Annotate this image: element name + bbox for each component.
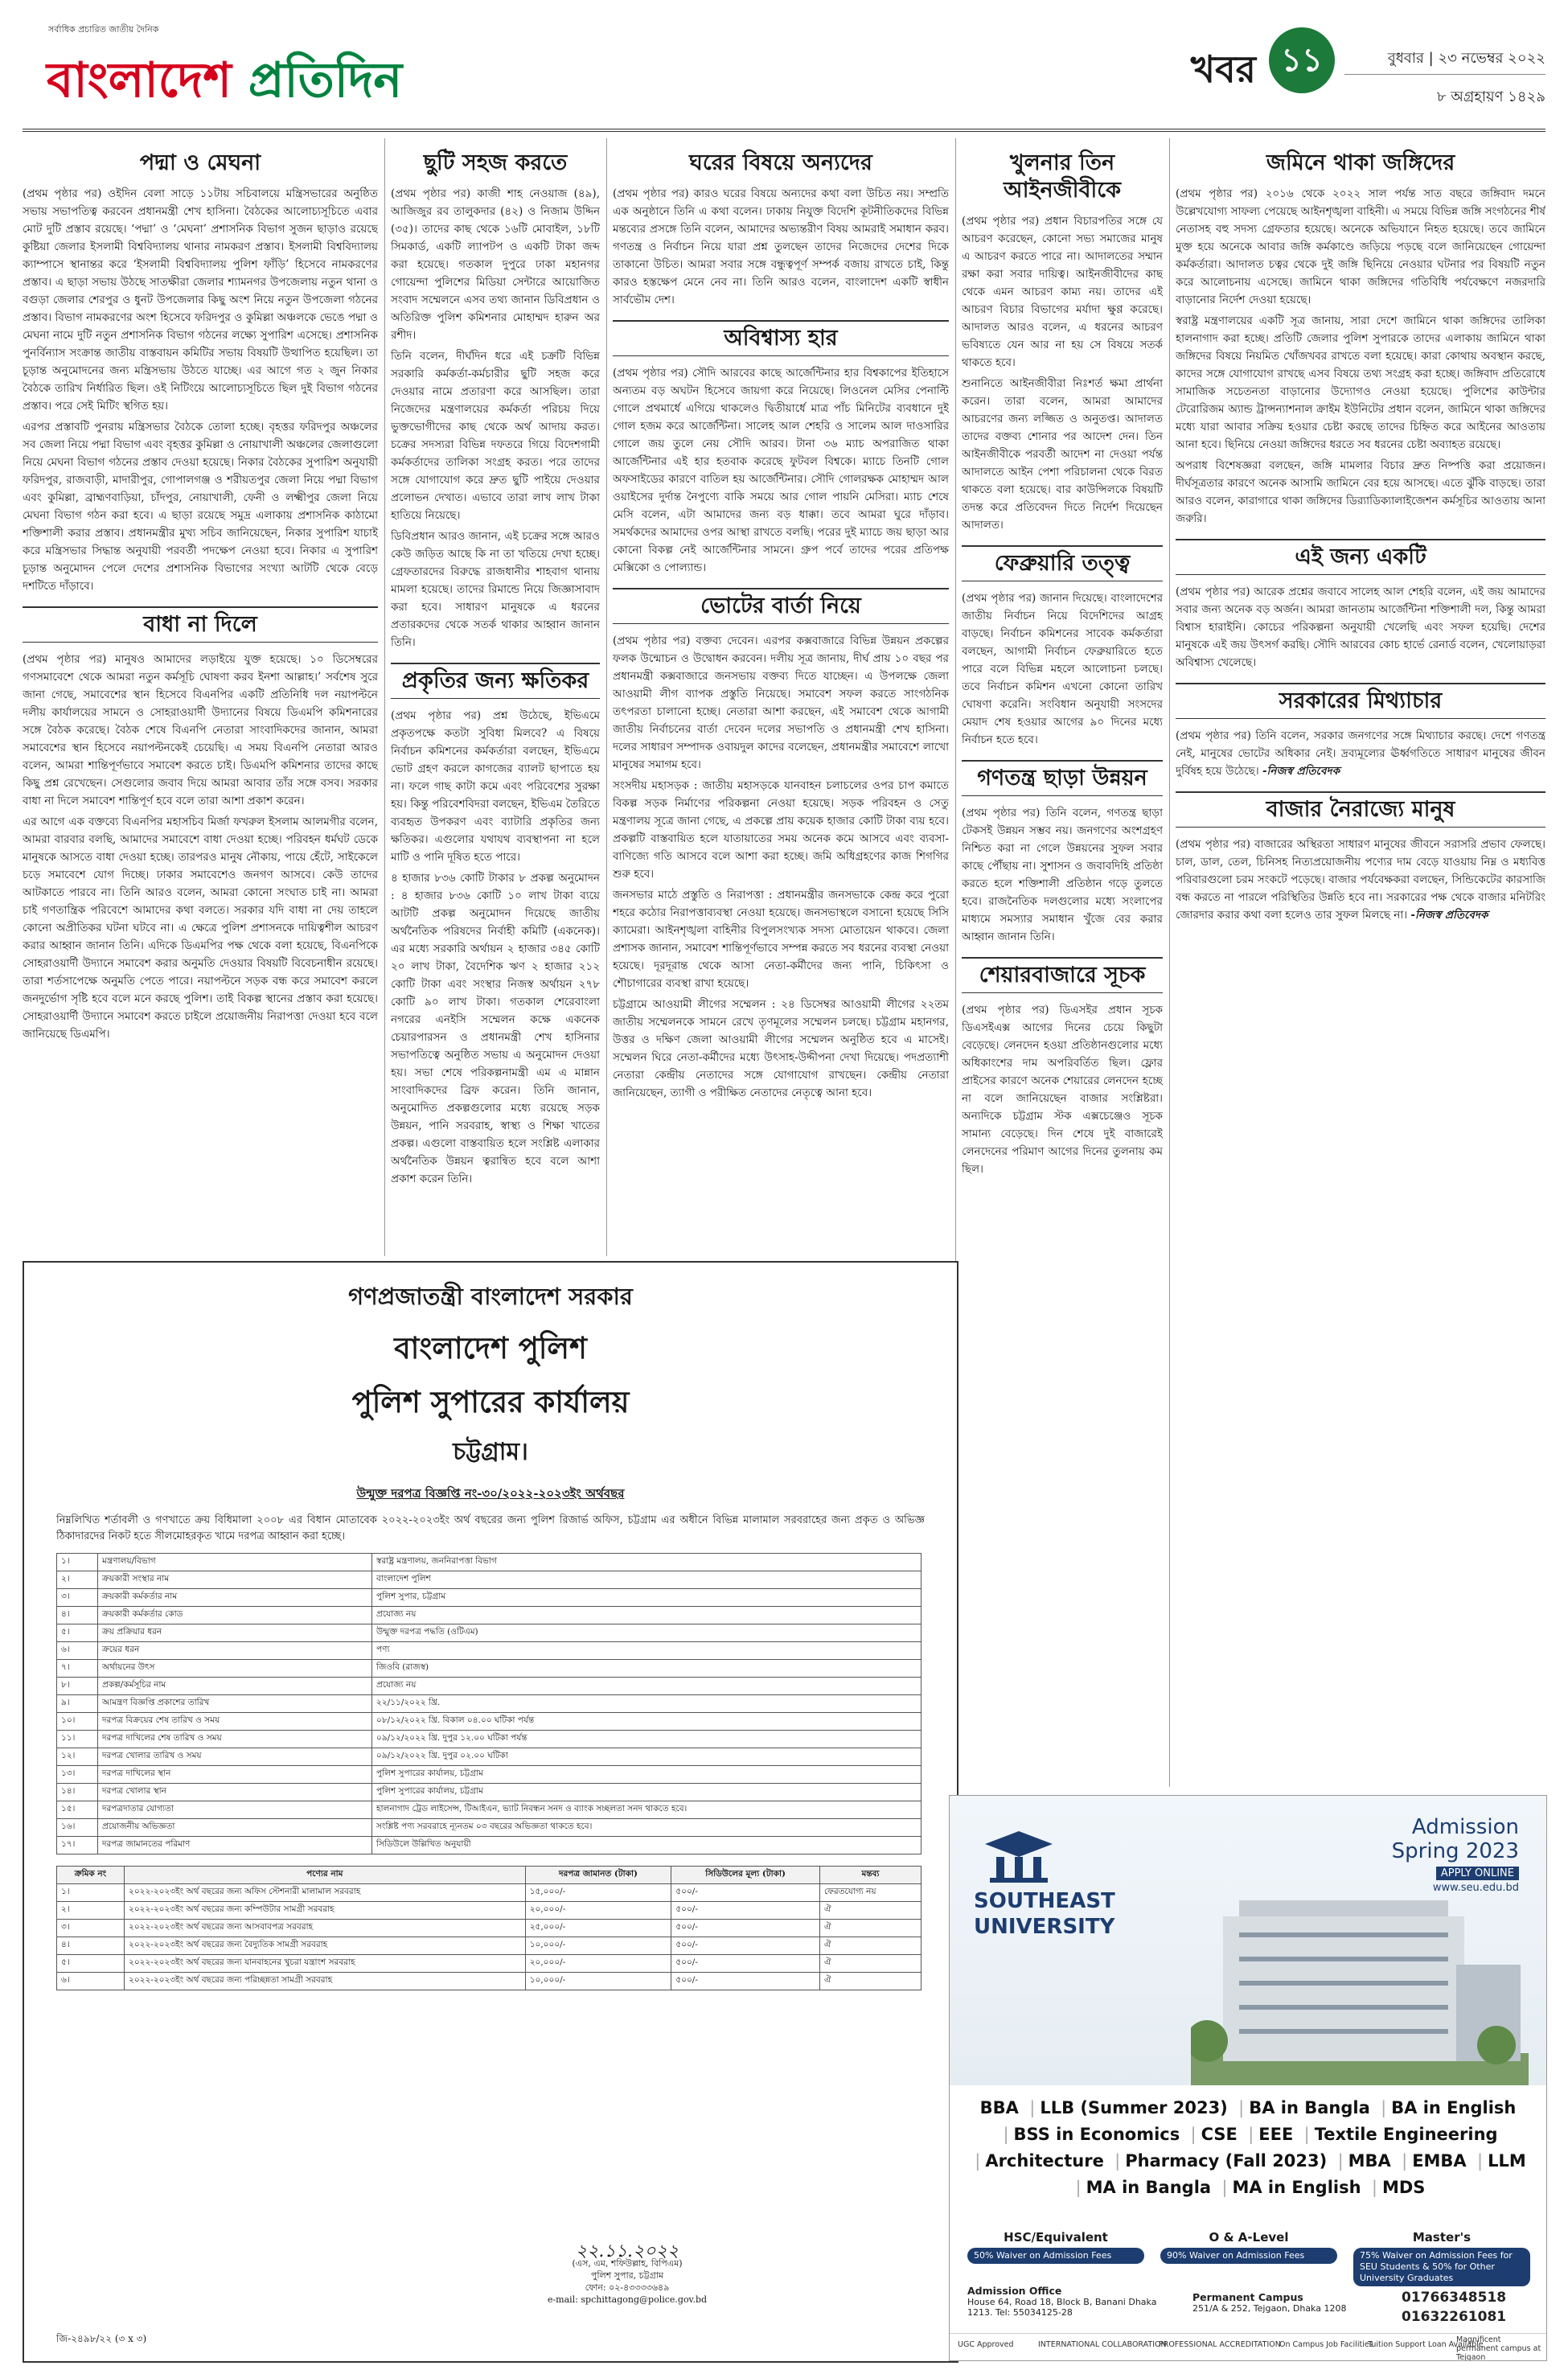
headline-jamine-thaka[interactable]: জমিনে থাকা জঙ্গিদের xyxy=(1266,150,1455,175)
article-paragraph: শুনানিতে আইনজীবীরা নিঃশর্ত ক্ষমা প্রার্থনা করেন। তারা বলেন, আমরা আমাদের আচরণের জন্য লজ্জিত ও অনুতপ্ত। আদালত তাদের বক্তব্য শোনার পর আদেশ দেন। তিন আইনজীবীকে পরবর্তী আদেশ না দেওয়া পর্যন্ত আদালতে আইন পেশা পরিচালনা থেকে বিরত থাকতে বলা হয়েছে। বার কাউন্সিলকে বিষয়টি তদন্ত করে প্রতিবেদন দিতে নির্দেশ দিয়েছেন আদালত। xyxy=(962,377,1163,532)
program-separator: | xyxy=(1003,2125,1009,2144)
tender-info-table xyxy=(56,1553,922,1854)
feature-label: Tuition Support Loan Available xyxy=(1368,2340,1484,2349)
column-divider xyxy=(1169,138,1170,1787)
table-cell: ১৭। xyxy=(57,1837,98,1854)
tender-info-row xyxy=(57,1784,922,1801)
feature-label: Magnificent permanent campus at Tejgaon xyxy=(1456,2335,1541,2361)
tender-info-row xyxy=(57,1660,922,1678)
table-cell: ৫০০/- xyxy=(671,1920,820,1937)
table-cell: ৩। xyxy=(57,1920,125,1937)
table-header: ক্রমিক নং xyxy=(57,1867,125,1884)
byline: -নিজস্ব প্রতিবেদক xyxy=(1410,909,1488,922)
table-cell: ০৯/১২/২০২২ খ্রি. দুপুর ০২.০০ ঘটিকা xyxy=(372,1748,922,1766)
campus-title: Permanent Campus xyxy=(1192,2291,1303,2303)
table-cell: স্বরাষ্ট্র মন্ত্রণালয়, জননিরাপত্তা বিভাগ xyxy=(372,1554,922,1571)
table-cell: ০৮/১২/২০২২ খ্রি. বিকাল ০৪.০০ ঘটিকা পর্যন্ত xyxy=(372,1713,922,1731)
table-cell: ২০,০০০/- xyxy=(525,1955,671,1973)
headline-obishwasso-har[interactable]: অবিশ্বাস্য হার xyxy=(613,320,949,356)
waiver-text: 75% Waiver on Admission Fees for SEU Students & 50% for Other University Graduates xyxy=(1353,2248,1530,2286)
table-cell: ক্রয়ের ধরন xyxy=(98,1642,372,1660)
article-paragraph: সংসদীয় মহাসড়ক : জাতীয় মহাসড়কে যানবাহন চলাচলের ওপর চাপ কমাতে বিকল্প সড়ক নির্মাণের পরিকল্পনা নেওয়া হয়েছে। সড়ক পরিবহন ও সেতু মন্ত্রণালয় সূত্রে জানা গেছে, এ প্রকল্পে প্রায় কয়েক হাজার কোটি টাকা ব্যয় হবে। প্রকল্পটি বাস্তবায়িত হলে যাতায়াতের সময় অনেক কমে আসবে এবং ব্যবসা-বাণিজ্যে গতি আসবে বলে আশা করা হচ্ছে। জমি অধিগ্রহণের কাজ শিগগির শুরু হবে। xyxy=(613,779,949,881)
tender-items-table xyxy=(56,1866,922,1990)
signer-line: পুলিশ সুপার, চট্টগ্রাম xyxy=(590,2270,664,2281)
program-item[interactable]: EEE xyxy=(1258,2125,1294,2144)
table-header: সিডিউলের মূল্য (টাকা) xyxy=(671,1867,820,1884)
column-divider xyxy=(384,138,385,1256)
ad-police-title: বাংলাদেশ পুলিশ xyxy=(394,1331,587,1366)
ad-office-title: পুলিশ সুপারের কার্যালয় xyxy=(351,1385,630,1419)
table-cell: ৯। xyxy=(57,1695,98,1713)
signature: ২২.১১.২০২২ xyxy=(575,2241,679,2261)
program-item[interactable]: MA in English xyxy=(1232,2178,1361,2197)
headline-badha-na-dile[interactable]: বাধা না দিলে xyxy=(23,606,378,643)
table-cell: বাংলাদেশ পুলিশ xyxy=(372,1571,922,1589)
waiver-hsc xyxy=(967,2230,1144,2264)
program-separator: | xyxy=(1221,2178,1228,2197)
tender-info-row xyxy=(57,1713,922,1731)
ad-code: জি-২৪৯৮/২২ (৩ x ৩) xyxy=(56,2333,147,2344)
table-cell: ক্রয়কারী সংস্থার নাম xyxy=(98,1571,372,1589)
page-info xyxy=(1168,8,1545,121)
program-item[interactable]: LLM xyxy=(1488,2151,1526,2171)
apply-online-label: APPLY ONLINE xyxy=(1436,1867,1519,1880)
headline-padma-meghna[interactable]: পদ্মা ও মেঘনা xyxy=(139,150,261,175)
phone-number[interactable]: 01766348518 xyxy=(1402,2290,1507,2306)
table-cell: ঐ xyxy=(819,1973,921,1990)
table-cell: ২০২২-২০২৩ইং অর্থ বছরের জন্য পরিচ্ছন্নতা সামগ্রী সরবরাহ xyxy=(125,1973,526,1990)
program-separator: | xyxy=(1238,2098,1245,2117)
headline-ei-jonno-ekti[interactable]: এই জন্য একটি xyxy=(1176,539,1545,575)
article-paragraph: (প্রথম পৃষ্ঠার পর) প্রশ্ন উঠেছে, ইভিএমে প্রকৃতপক্ষে কতটা সুবিধা মিলবে? এ বিষয়ে নির্বাচন কমিশনের কর্মকর্তারা বলছেন, ইভিএমে ভোট গ্রহণ করলে কাগজের ব্যালট ছাপাতে হয় না। ফলে গাছ কাটা কমে এবং পরিবেশের সুরক্ষা হয়। কিন্তু পরিবেশবিদরা বলছেন, ইভিএম তৈরিতে ব্যবহৃত উপকরণ এবং ব্যাটারি প্রকৃতির জন্য ক্ষতিকর। এগুলোর যথাযথ ব্যবস্থাপনা না হলে মাটি ও পানি দূষিত হতে পারে। xyxy=(391,709,600,864)
table-cell: ১৫,০০০/- xyxy=(525,1884,671,1902)
table-cell: ৬। xyxy=(57,1973,125,1990)
table-cell: ঐ xyxy=(819,1955,921,1973)
police-tender-advertisement xyxy=(23,1261,958,2363)
table-cell: ২। xyxy=(57,1571,98,1589)
signer-line: (এস, এম, শফিউল্লাহ, বিপিএম) xyxy=(572,2258,683,2269)
table-cell: প্রযোজ্য নয় xyxy=(372,1678,922,1695)
tender-info-row xyxy=(57,1554,922,1571)
article-text: (প্রথম পৃষ্ঠার পর) বাজারের অস্থিরতা সাধারণ মানুষের জীবনে সরাসরি প্রভাব ফেলছে। চাল, ডাল, তেল, চিনিসহ নিত্যপ্রয়োজনীয় পণ্যের দাম বেড়ে যাওয়ায় নিম্ন ও মধ্যবিত্ত পরিবারগুলো চরম সংকটে পড়েছে। বাজার পর্যবেক্ষকরা বলছেন, সিন্ডিকেটের কারসাজি বন্ধ করতে না পারলে পরিস্থিতির উন্নতি হবে না। সরকারের পক্ষ থেকে বাজার মনিটরিং জোরদার করার কথা বলা হলেও তার সুফল মিলছে না। xyxy=(1176,838,1545,922)
seu-phones xyxy=(1402,2288,1506,2327)
table-cell: জিওবি (রাজস্ব) xyxy=(372,1660,922,1678)
table-cell: ঐ xyxy=(819,1920,921,1937)
program-separator: | xyxy=(1248,2125,1254,2144)
section-name: খবর xyxy=(1190,47,1256,91)
ad-location: চট্টগ্রাম। xyxy=(453,1438,528,1466)
article-paragraph: অপরাধ বিশেষজ্ঞরা বলছেন, জঙ্গি মামলার বিচার দ্রুত নিষ্পত্তি করা প্রয়োজন। দীর্ঘসূত্রতার কারণে অনেক আসামি জামিনে বের হয়ে আসছে। এতে ঝুঁকি বাড়ছে। তারা আরও বলেন, কারাগারে থাকা জঙ্গিদের ডির‌্যাডিক্যালাইজেশন কর্মসূচির আওতায় আনা জরুরি। xyxy=(1176,459,1545,525)
seu-website[interactable]: www.seu.edu.bd xyxy=(1432,1882,1519,1894)
southeast-university-advertisement[interactable] xyxy=(949,1795,1547,2361)
table-cell: ক্রয়কারী কর্মকর্তার কোড xyxy=(98,1607,372,1624)
tender-info-row xyxy=(57,1624,922,1642)
table-cell: ০৯/১২/২০২২ খ্রি. দুপুর ১২.০০ ঘটিকা পর্যন্ত xyxy=(372,1731,922,1748)
signer-line: e-mail: spchittagong@police.gov.bd xyxy=(547,2294,708,2305)
article-paragraph: (প্রথম পৃষ্ঠার পর) ২০১৬ থেকে ২০২২ সাল পর্যন্ত সাত বছরে জঙ্গিবাদ দমনে উল্লেখযোগ্য সাফল্য পেয়েছে আইনশৃঙ্খলা বাহিনী। এ সময়ে বিভিন্ন জঙ্গি সংগঠনের শীর্ষ নেতাসহ বহু সদস্য গ্রেফতার হয়েছে। অনেকে অভিযানে নিহত হয়েছে। তবে জামিনে মুক্ত হয়ে অনেকে আবার জঙ্গি কর্মকাণ্ডে জড়িয়ে পড়ছে বলে জানিয়েছেন গোয়েন্দা কর্মকর্তারা। আদালত চত্বর থেকে দুই জঙ্গি ছিনিয়ে নেওয়ার ঘটনার পর বিষয়টি নতুন করে আলোচনায় এসেছে। জামিনে থাকা জঙ্গিদের গতিবিধি পর্যবেক্ষণে নজরদারি বাড়ানোর নির্দেশ দেওয়া হয়েছে। xyxy=(1176,187,1545,306)
program-item[interactable]: Pharmacy (Fall 2023) xyxy=(1125,2151,1328,2171)
signer-line: ফোন: ০২-৪৩৩৩৩৬৪৯ xyxy=(585,2282,670,2293)
feature-label: On Campus Job Facilities xyxy=(1279,2340,1373,2349)
masthead-rule xyxy=(23,129,1545,132)
table-cell: ২। xyxy=(57,1902,125,1920)
column-5 xyxy=(1176,138,1545,1789)
tender-info-row xyxy=(57,1589,922,1607)
table-cell: দরপত্রদাতার যোগ্যতা xyxy=(98,1801,372,1819)
table-cell: প্রকল্প/কর্মসূচির নাম xyxy=(98,1678,372,1695)
table-cell: ২০২২-২০২৩ইং অর্থ বছরের জন্য যানবাহনের খুচরা যন্ত্রাংশ সরবরাহ xyxy=(125,1955,526,1973)
seu-name: UNIVERSITY xyxy=(974,1915,1115,1939)
program-separator: | xyxy=(1114,2151,1121,2171)
tender-info-row xyxy=(57,1731,922,1748)
table-row xyxy=(57,1902,922,1920)
program-item[interactable]: LLB (Summer 2023) xyxy=(1040,2098,1228,2117)
table-cell: ১৬। xyxy=(57,1819,98,1837)
article-paragraph: (প্রথম পৃষ্ঠার পর) সৌদি আরবের কাছে আর্জেন্টিনার হার বিশ্বকাপের ইতিহাসে অন্যতম বড় অঘটন হিসেবে জায়গা করে নিয়েছে। লিওনেল মেসির পেনাল্টি গোলে প্রথমার্ধে এগিয়ে থাকলেও দ্বিতীয়ার্ধে মাত্র পাঁচ মিনিটের ব্যবধানে দুই গোল হজম করে আর্জেন্টিনা। সালেহ আল শেহরি ও সালেম আল দাওসারির গোলে জয় তুলে নেয় সৌদি আরব। টানা ৩৬ ম্যাচ অপরাজিত থাকা আর্জেন্টিনার এই হার হতবাক করেছে ফুটবল বিশ্বকে। ম্যাচে তিনটি গোল অফসাইডের কারণে বাতিল হয় আর্জেন্টিনার। সৌদি গোলরক্ষক মোহাম্মদ আল ওয়াইসের দুর্দান্ত নৈপুণ্যে বাকি সময়ে আর গোল পায়নি মেসিরা। ম্যাচ শেষে মেসি বলেন, এটা আমাদের জন্য বড় ধাক্কা। তবে আমরা ঘুরে দাঁড়াব। সমর্থকদের আমাদের ওপর আস্থা রাখতে বলছি। পরের দুই ম্যাচে জয় ছাড়া আর কোনো বিকল্প নেই আর্জেন্টিনার সামনে। গ্রুপ পর্বে তাদের পরের প্রতিপক্ষ মেক্সিকো ও পোল্যান্ড। xyxy=(613,367,949,574)
feature-label: UGC Approved xyxy=(958,2340,1014,2349)
table-cell: ১০,০০০/- xyxy=(525,1937,671,1955)
seu-logo-icon xyxy=(979,1828,1059,1884)
waiver-title: O & A-Level xyxy=(1209,2230,1289,2245)
table-cell: ২৫,০০০/- xyxy=(525,1920,671,1937)
program-item[interactable]: MDS xyxy=(1381,2178,1426,2197)
article-paragraph: ডিবিপ্রধান আরও জানান, এই চক্রের সঙ্গে আরও কেউ জড়িত আছে কি না তা খতিয়ে দেখা হচ্ছে। গ্রেফতারদের বিরুদ্ধে রাজধানীর শাহবাগ থানায় মামলা হয়েছে। তাদের রিমান্ডে নিয়ে জিজ্ঞাসাবাদ করা হবে। সাধারণ মানুষকে এ ধরনের প্রতারকদের থেকে সতর্ক থাকার আহ্বান জানান তিনি। xyxy=(391,530,600,649)
admission-office xyxy=(967,2285,1160,2318)
waiver-offers xyxy=(967,2230,1530,2283)
headline-voter-barta[interactable]: ভোটের বার্তা নিয়ে xyxy=(613,588,949,624)
headline-sarkarer-mithyachar[interactable]: সরকারের মিথ্যাচার xyxy=(1176,683,1545,719)
table-cell: ৫০০/- xyxy=(671,1902,820,1920)
headline-prokritir[interactable]: প্রকৃতির জন্য ক্ষতিকর xyxy=(391,663,600,699)
headline-bazar-noirajje[interactable]: বাজার নৈরাজ্যে মানুষ xyxy=(1176,791,1545,828)
table-cell: দরপত্র খোলার তারিখ ও সময় xyxy=(98,1748,372,1766)
table-cell: ৪। xyxy=(57,1607,98,1624)
table-cell: ১২। xyxy=(57,1748,98,1766)
table-row xyxy=(57,1955,922,1973)
headline-ghorer-bishoy[interactable]: ঘরের বিষয়ে অন্যদের xyxy=(689,150,872,175)
table-cell: দরপত্র দাখিলের শেষ তারিখ ও সময় xyxy=(98,1731,372,1748)
article-paragraph xyxy=(1176,727,1545,780)
program-item[interactable]: CSE xyxy=(1201,2125,1238,2144)
table-header: পণ্যের নাম xyxy=(125,1867,526,1884)
table-cell: ২০২২-২০২৩ইং অর্থ বছরের জন্য অফিস স্টেশনারী মালামাল সরবরাহ xyxy=(125,1884,526,1902)
program-item[interactable]: EMBA xyxy=(1412,2151,1467,2171)
tender-info-row xyxy=(57,1801,922,1819)
table-cell: পণ্য xyxy=(372,1642,922,1660)
tender-info-row xyxy=(57,1748,922,1766)
program-item[interactable]: BBA xyxy=(979,2098,1019,2117)
article-paragraph: এর আগে এক বক্তব্যে বিএনপির মহাসচিব মির্জা ফখরুল ইসলাম আলমগীর বলেন, আমরা বারবার বলছি, আমাদের সমাবেশে বাধা দেওয়া হচ্ছে। পরিবহন ধর্মঘট ডেকে মানুষকে আসতে বাধা দেওয়া হচ্ছে। তারপরও মানুষ নৌকায়, পায়ে হেঁটে, সাইকেলে চড়ে সমাবেশে যোগ দিচ্ছে। ঢাকার সমাবেশেও জনগণ আসবে। কেউ তাদের আটকাতে পারবে না। তিনি আরও বলেন, আমরা কোনো সংঘাত চাই না। আমরা চাই গণতান্ত্রিক পরিবেশে আমাদের কথা বলতে। সরকার যদি বাধা না দেয় তাহলে কোনো অপ্রীতিকর ঘটনা ঘটবে না। এ ক্ষেত্রে পুলিশ প্রশাসনকে দায়িত্বশীল আচরণ করার আহ্বান জানান তিনি। এদিকে ডিএমপির পক্ষ থেকে বলা হয়েছে, বিএনপিকে সোহরাওয়ার্দী উদ্যানে সমাবেশ করার অনুমতি দেওয়ার বিষয়টি বিবেচনাধীন রয়েছে। তারা শর্তসাপেক্ষে অনুমতি পেতে পারে। নয়াপল্টনে সড়ক বন্ধ করে সমাবেশ করলে জনদুর্ভোগ সৃষ্টি হবে বলে মনে করছে পুলিশ। তাই বিকল্প স্থানের প্রস্তাব করা হয়েছে। সোহরাওয়ার্দী উদ্যানে সমাবেশ করতে চাইলে প্রয়োজনীয় নিরাপত্তা দেওয়া হবে বলে জানিয়েছে ডিএমপি। xyxy=(23,815,378,1041)
program-separator: | xyxy=(1381,2098,1387,2117)
table-cell: ৬। xyxy=(57,1642,98,1660)
date-bangla: ৮ অগ্রহায়ণ ১৪২৯ xyxy=(1436,88,1545,105)
article-paragraph: চট্টগ্রামে আওয়ামী লীগের সম্মেলন : ২৪ ডিসেম্বর আওয়ামী লীগের ২২তম জাতীয় সম্মেলনকে সামনে রেখে তৃণমূলের সম্মেলন চলছে। চট্টগ্রাম মহানগর, উত্তর ও দক্ষিণ জেলা আওয়ামী লীগের সম্মেলন অনুষ্ঠিত হবে এ মাসেই। সম্মেলন ঘিরে নেতা-কর্মীদের মধ্যে উৎসাহ-উদ্দীপনা দেখা দিয়েছে। পদপ্রত্যাশী নেতারা কেন্দ্রীয় নেতাদের সঙ্গে যোগাযোগ রাখছেন। কেন্দ্রীয় নেতারা জানিয়েছেন, ত্যাগী ও পরীক্ষিত নেতাদের নেতৃত্বে আনা হবে। xyxy=(613,998,949,1099)
article-paragraph: (প্রথম পৃষ্ঠার পর) মানুষও আমাদের লড়াইয়ে যুক্ত হয়েছে। ১০ ডিসেম্বরের গণসমাবেশে থেকে আমরা নতুন কর্মসূচি ঘোষণা করব ইনশা আল্লাহ।’ সর্বশেষ সুরে জানা গেছে, সমাবেশের স্থান হিসেবে বিএনপির একটি প্রতিনিধি দল নয়াপল্টনে দলীয় কার্যালয়ের সামনে ও সোহরাওয়ার্দী উদ্যানের বিষয়ে ডিএমপি কমিশনারের সঙ্গে বৈঠক করেছে। বৈঠক শেষে বিএনপি নেতারা সাংবাদিকদের জানান, আমরা সমাবেশের স্থান হিসেবে নয়াপল্টনকেই চেয়েছি। এ সময় বিএনপি নেতারা আরও বলেন, আমরা শান্তিপূর্ণভাবে সমাবেশ করতে চাই। ডিএমপি কমিশনার তাদের কাছে কিছু প্রশ্ন রেখেছেন। সেগুলোর জবাব দিয়ে আমরা আবার তাঁর সঙ্গে বসব। সরকার বাধা না দিলে সমাবেশ শান্তিপূর্ণ হবে বলে তারা আশা প্রকাশ করেন। xyxy=(23,653,378,807)
feature-label: INTERNATIONAL COLLABORATION xyxy=(1038,2340,1167,2349)
table-cell: ২০২২-২০২৩ইং অর্থ বছরের জন্য বৈদ্যুতিক সামগ্রী সরবরাহ xyxy=(125,1937,526,1955)
table-cell: ১৩। xyxy=(57,1766,98,1784)
column-1 xyxy=(23,138,378,1258)
program-item[interactable]: Textile Engineering xyxy=(1314,2125,1498,2144)
campus-building-illustration xyxy=(1191,1868,1529,2085)
newspaper-logo[interactable] xyxy=(23,8,505,121)
program-separator: | xyxy=(975,2151,981,2171)
admission-term: Spring 2023 xyxy=(1391,1839,1519,1863)
table-cell: ১০। xyxy=(57,1713,98,1731)
tender-info-row xyxy=(57,1695,922,1713)
seu-feature-strip xyxy=(950,2333,1546,2361)
waiver-text: 90% Waiver on Admission Fees xyxy=(1160,2248,1337,2264)
logo-text-part1: বাংলাদেশ xyxy=(47,52,248,109)
table-cell: ২২/১১/২০২২ খ্রি. xyxy=(372,1695,922,1713)
waiver-masters xyxy=(1353,2230,1530,2286)
table-cell: ৭। xyxy=(57,1660,98,1678)
article-paragraph: (প্রথম পৃষ্ঠার পর) ডিএসইর প্রধান সূচক ডিএসইএক্স আগের দিনের চেয়ে কিছুটা বেড়েছে। লেনদেন হওয়া প্রতিষ্ঠানগুলোর মধ্যে অধিকাংশের দাম অপরিবর্তিত ছিল। ফ্লোর প্রাইসের কারণে অনেক শেয়ারের লেনদেন হচ্ছে না বলে জানিয়েছেন বাজার সংশ্লিষ্টরা। অন্যদিকে চট্টগ্রাম স্টক এক্সচেঞ্জেও সূচক সামান্য বেড়েছে। দিন শেষে দুই বাজারেই লেনদেনের পরিমাণ আগের দিনের তুলনায় কম ছিল। xyxy=(962,1004,1163,1176)
headline-gonotontro[interactable]: গণতন্ত্র ছাড়া উন্নয়ন xyxy=(962,760,1163,796)
program-separator: | xyxy=(1190,2125,1197,2144)
program-item[interactable]: MA in Bangla xyxy=(1086,2178,1212,2197)
table-cell: ৫০০/- xyxy=(671,1937,820,1955)
ad-govt-title: গণপ্রজাতন্ত্রী বাংলাদেশ সরকার xyxy=(348,1283,633,1310)
headline-chhuti[interactable]: ছুটি সহজ করতে xyxy=(423,150,568,175)
logo-text xyxy=(47,52,403,109)
article-paragraph: জনসভার মাঠে প্রস্তুতি ও নিরাপত্তা : প্রধানমন্ত্রীর জনসভাকে কেন্দ্র করে পুরো শহরে কঠোর নিরাপত্তাব্যবস্থা নেওয়া হয়েছে। জনসভাস্থলে বসানো হয়েছে সিসি ক্যামেরা। আইনশৃঙ্খলা বাহিনীর বিপুলসংখ্যক সদস্য মোতায়েন থাকবে। জেলা প্রশাসক জানান, সমাবেশ শান্তিপূর্ণভাবে সম্পন্ন করতে সব ধরনের ব্যবস্থা নেওয়া হয়েছে। দূরদূরান্ত থেকে আসা নেতা-কর্মীদের জন্য পানি, চিকিৎসা ও শৌচাগারের ব্যবস্থা রাখা হয়েছে। xyxy=(613,889,949,990)
article-paragraph: (প্রথম পৃষ্ঠার পর) ওইদিন বেলা সাড়ে ১১টায় সচিবালয়ে মন্ত্রিসভারের অনুষ্ঠিত সভায় সভাপতিত্ব করবেন প্রধানমন্ত্রী শেখ হাসিনা। বৈঠকের আলোচ্যসূচিতে এবার মোট দুটি প্রস্তাব রয়েছে। ‘পদ্মা’ ও ‘মেঘনা’ প্রশাসনিক বিভাগ সুজন ছাড়াও রয়েছে কুষ্টিয়া জেলার ইসলামী বিশ্ববিদ্যালয় থানার নামকরণ প্রস্তাব। ইসলামী বিশ্ববিদ্যালয় ক্যাম্পাসে স্থানান্তর করে ‘ইসলামী বিশ্ববিদ্যালয় পুলিশ ফাঁড়ি’ হিসেবে নামকরণের প্রস্তাব। এ ছাড়া সভায় উঠছে সাতক্ষীরা জেলার শ্যামনগর উপজেলায় নতুন থানা ও বগুড়া জেলার শেরপুর ও ধুনট উপজেলার কিছু অংশ নিয়ে নতুন উপজেলা গঠনের প্রস্তাব। বিভাগ নামকরণের অংশ হিসেবে ফরিদপুর ও কুমিল্লা অঞ্চলকে ভেঙে পদ্মা ও মেঘনা নামে দুটি নতুন প্রশাসনিক বিভাগ গঠনের লক্ষ্যে সুপারিশ এসেছে। প্রশাসনিক পুনর্বিন্যাস সংক্রান্ত জাতীয় বাস্তবায়ন কমিটির সভায় বিষয়টি উত্থাপিত হয়েছিল। তা চূড়ান্ত অনুমোদনের জন্য মন্ত্রিসভায় উঠতে যাচ্ছে। এর আগে গত ২ জুন নিকার বৈঠকে তারিখ নির্ধারিত ছিল। ওই নিটিংয়ে আলোচ্যসূচিতে ছিল দুই বিভাগ গঠনের প্রস্তাব। পরে সেই মিটিং স্থগিত হয়। xyxy=(23,187,378,413)
headline-khulnar-tin[interactable]: খুলনার তিন আইনজীবীকে xyxy=(1003,150,1122,203)
tender-info-row xyxy=(57,1766,922,1784)
table-header-row xyxy=(57,1867,922,1884)
ad-notice-title: উন্মুক্ত দরপত্র বিজ্ঞপ্তি নং-৩০/২০২২-২০২৩ইং অর্থবছর xyxy=(356,1486,625,1501)
table-cell: প্রয়োজনীয় অভিজ্ঞতা xyxy=(98,1819,372,1837)
table-cell: ১। xyxy=(57,1554,98,1571)
table-cell: ক্রয়কারী কর্মকর্তার নাম xyxy=(98,1589,372,1607)
campus-address: 251/A & 252, Tejgaon, Dhaka 1208 xyxy=(1192,2303,1347,2314)
admission-office-address: House 64, Road 18, Block B, Banani Dhaka 1213. Tel: 55034125-28 xyxy=(967,2297,1157,2318)
article-paragraph: (প্রথম পৃষ্ঠার পর) বক্তব্য দেবেন। এরপর কক্সবাজারে বিভিন্ন উন্নয়ন প্রকল্পের ফলক উন্মোচন ও উদ্বোধন করবেন। দলীয় সূত্র জানায়, দীর্ঘ প্রায় ১০ বছর পর প্রধানমন্ত্রী কক্সবাজারে জনসভায় বক্তব্য দিতে যাচ্ছেন। এ উপলক্ষে জেলা আওয়ামী লীগ ব্যাপক প্রস্তুতি নিয়েছে। সমাবেশ সফল করতে সাংগঠনিক তৎপরতা চালানো হচ্ছে। নেতারা আশা করছেন, এই সমাবেশ থেকে আগামী জাতীয় নির্বাচনের বার্তা দেবেন দলের সভাপতি ও প্রধানমন্ত্রী শেখ হাসিনা। দলের সাধারণ সম্পাদক ওবায়দুল কাদের বলেছেন, প্রধানমন্ত্রীর সমাবেশে লাখো মানুষের সমাগম হবে। xyxy=(613,635,949,771)
tender-info-row xyxy=(57,1837,922,1854)
table-cell: মন্ত্রণালয়/বিভাগ xyxy=(98,1554,372,1571)
program-separator: | xyxy=(1303,2125,1310,2144)
article-paragraph xyxy=(1176,836,1545,924)
article-paragraph: (প্রথম পৃষ্ঠার পর) প্রধান বিচারপতির সঙ্গে যে আচরণ করেছেন, কোনো সভ্য সমাজের মানুষ এ আচরণ করতে পারে না। আদালতের সম্মান রক্ষা করা সবার দায়িত্ব। আইনজীবীদের কাছ থেকে এমন আচরণ কাম্য নয়। তাদের এই আচরণ বিচার বিভাগের মর্যাদা ক্ষুণ্ণ করেছে। আদালত আরও বলেন, এ ধরনের আচরণ ভবিষ্যতে যেন আর না হয় সে বিষয়ে সতর্ক থাকতে হবে। xyxy=(962,215,1163,369)
masthead xyxy=(23,0,1545,135)
headline-share-bazar[interactable]: শেয়ারবাজারে সূচক xyxy=(962,957,1163,993)
program-separator: | xyxy=(1371,2178,1377,2197)
table-cell: ৫০০/- xyxy=(671,1973,820,1990)
table-cell: ৫। xyxy=(57,1624,98,1642)
waiver-text: 50% Waiver on Admission Fees xyxy=(967,2248,1144,2264)
table-cell: ঐ xyxy=(819,1902,921,1920)
table-header: মন্তব্য xyxy=(819,1867,921,1884)
program-item[interactable]: BSS in Economics xyxy=(1013,2125,1180,2144)
article-paragraph: তিনি বলেন, দীর্ঘদিন ধরে এই চক্রটি বিভিন্ন সরকারি কর্মকর্তা-কর্মচারীর ছুটি সহজ করে দেওয়ার নামে প্রতারণা করে আসছিল। তারা নিজেদের মন্ত্রণালয়ের কর্মকর্তা পরিচয় দিয়ে ভুক্তভোগীদের কাছ থেকে অর্থ আদায় করত। চক্রের সদস্যরা বিভিন্ন দফতরে গিয়ে বিদেশগামী কর্মকর্তাদের তালিকা সংগ্রহ করত। পরে তাদের সঙ্গে যোগাযোগ করে দ্রুত ছুটি পাইয়ে দেওয়ার প্রলোভন দেখাত। এভাবে তারা লাখ লাখ টাকা হাতিয়ে নিয়েছে। xyxy=(391,350,600,522)
waiver-title: Master's xyxy=(1412,2230,1472,2245)
table-row xyxy=(57,1884,922,1902)
article-paragraph: (প্রথম পৃষ্ঠার পর) কারও ঘরের বিষয়ে অন্যদের কথা বলা উচিত নয়। সম্প্রতি এক অনুষ্ঠানে তিনি এ কথা বলেন। ঢাকায় নিযুক্ত বিদেশি কূটনীতিকদের বিভিন্ন মন্তব্যের প্রসঙ্গে তিনি বলেন, আমাদের অভ্যন্তরীণ বিষয় আমরাই সমাধান করব। গণতন্ত্র ও নির্বাচন নিয়ে যারা প্রশ্ন তুলছেন তাদের নিজেদের দেশের দিকে তাকানো উচিত। আমরা সবার সঙ্গে বন্ধুত্বপূর্ণ সম্পর্ক বজায় রাখতে চাই, কিন্তু কারও হস্তক্ষেপ মেনে নেব না। তিনি আরও বলেন, বাংলাদেশ একটি স্বাধীন সার্বভৌম দেশ। xyxy=(613,187,949,306)
seu-name: SOUTHEAST xyxy=(974,1889,1115,1913)
table-cell: ১৫। xyxy=(57,1801,98,1819)
admission-label: Admission xyxy=(1411,1815,1519,1839)
article-paragraph: (প্রথম পৃষ্ঠার পর) তিনি বলেন, গণতন্ত্র ছাড়া টেকসই উন্নয়ন সম্ভব নয়। জনগণের অংশগ্রহণ নিশ্চিত করা না গেলে উন্নয়নের সুফল সবার কাছে পৌঁছায় না। সুশাসন ও জবাবদিহি প্রতিষ্ঠা করতে হলে শক্তিশালী প্রতিষ্ঠান গড়ে তুলতে হবে। রাজনৈতিক দলগুলোর মধ্যে সংলাপের মাধ্যমে সমস্যার সমাধান খুঁজে বের করার আহ্বান জানান তিনি। xyxy=(962,807,1163,943)
program-item[interactable]: BA in Bangla xyxy=(1249,2098,1370,2117)
table-cell: পুলিশ সুপারের কার্যালয়, চট্টগ্রাম xyxy=(372,1784,922,1801)
table-cell: সিডিউলে উল্লিখিত অনুযায়ী xyxy=(372,1837,922,1854)
table-cell: আমন্ত্রণ বিজ্ঞপ্তি প্রকাশের তারিখ xyxy=(98,1695,372,1713)
table-cell: ১১। xyxy=(57,1731,98,1748)
permanent-campus xyxy=(1192,2291,1369,2314)
program-separator: | xyxy=(1029,2098,1036,2117)
tender-info-row xyxy=(57,1819,922,1837)
feature-label: PROFESSIONAL ACCREDITATION xyxy=(1159,2340,1281,2349)
program-separator: | xyxy=(1075,2178,1082,2197)
date-gregorian: বুধবার | ২৩ নভেম্বর ২০২২ xyxy=(1387,50,1545,67)
table-cell: ৫০০/- xyxy=(671,1884,820,1902)
table-cell: পুলিশ সুপারের কার্যালয়, চট্টগ্রাম xyxy=(372,1766,922,1784)
table-cell: ১। xyxy=(57,1884,125,1902)
signature-block xyxy=(482,2241,772,2306)
tender-info-row xyxy=(57,1642,922,1660)
table-cell: ২০২২-২০২৩ইং অর্থ বছরের জন্য আসবাবপত্র সরবরাহ xyxy=(125,1920,526,1937)
table-cell: ১৪। xyxy=(57,1784,98,1801)
article-paragraph: (প্রথম পৃষ্ঠার পর) কাজী শাহ নেওয়াজ (৪৯), আজিজুর রব তালুকদার (৪২) ও নিজাম উদ্দিন (৩৫)। তাদের কাছ থেকে ১৬টি মোবাইল, ১৮টি সিমকার্ড, একটি ল্যাপটপ ও একটি টাকা জব্দ করা হয়েছে। গতকাল দুপুরে ঢাকা মহানগর গোয়েন্দা পুলিশের মিডিয়া সেন্টারে আয়োজিত সংবাদ সম্মেলনে এসব তথ্য জানান ডিবিপ্রধান ও অতিরিক্ত পুলিশ কমিশনার মোহাম্মদ হারুন অর রশীদ। xyxy=(391,187,600,342)
table-row xyxy=(57,1973,922,1990)
byline: -নিজস্ব প্রতিবেদক xyxy=(1262,765,1340,778)
table-cell: দরপত্র দাখিলের স্থান xyxy=(98,1766,372,1784)
program-item[interactable]: MBA xyxy=(1348,2151,1391,2171)
table-cell: উন্মুক্ত দরপত্র পদ্ধতি (ওটিএম) xyxy=(372,1624,922,1642)
waiver-title: HSC/Equivalent xyxy=(1004,2230,1108,2245)
phone-number[interactable]: 01632261081 xyxy=(1402,2309,1507,2325)
logo-text-part2: প্রতিদিন xyxy=(248,52,403,109)
table-cell: ৪। xyxy=(57,1937,125,1955)
logo-tagline: সর্বাধিক প্রচারিত জাতীয় দৈনিক xyxy=(48,24,159,35)
table-cell: হালনাগাদ ট্রেড লাইসেন্স, টিআইএন, ভ্যাট নিবন্ধন সনদ ও ব্যাংক সচ্ছলতা সনদ থাকতে হবে। xyxy=(372,1801,922,1819)
table-row xyxy=(57,1920,922,1937)
column-4 xyxy=(962,138,1163,1789)
article-text: (প্রথম পৃষ্ঠার পর) তিনি বলেন, সরকার জনগণের সঙ্গে মিথ্যাচার করছে। দেশে গণতন্ত্র নেই, মানুষের ভোটের অধিকার নেই। দ্রব্যমূল্যের ঊর্ধ্বগতিতে সাধারণ মানুষের জীবন দুর্বিষহ হয়ে উঠেছে। xyxy=(1176,729,1545,778)
tender-info-row xyxy=(57,1678,922,1695)
table-cell: সংশ্লিষ্ট পণ্য সরবরাহে ন্যূনতম ০৩ বছরের অভিজ্ঞতা থাকতে হবে। xyxy=(372,1819,922,1837)
tender-info-row xyxy=(57,1571,922,1589)
table-cell: ৩। xyxy=(57,1589,98,1607)
program-item[interactable]: BA in English xyxy=(1391,2098,1517,2117)
table-cell: পুলিশ সুপার, চট্টগ্রাম xyxy=(372,1589,922,1607)
headline-february-totto[interactable]: ফেব্রুয়ারি তত্ত্ব xyxy=(962,545,1163,581)
table-cell: ঐ xyxy=(819,1937,921,1955)
table-cell: ২০২২-২০২৩ইং অর্থ বছরের জন্য কম্পিউটার সামগ্রী সরবরাহ xyxy=(125,1902,526,1920)
table-cell: ৫। xyxy=(57,1955,125,1973)
table-cell: প্রযোজ্য নয় xyxy=(372,1607,922,1624)
table-cell: দরপত্র বিক্রয়ের শেষ তারিখ ও সময় xyxy=(98,1713,372,1731)
table-row xyxy=(57,1937,922,1955)
column-divider xyxy=(606,138,607,1256)
table-header: দরপত্র জামানত (টাকা) xyxy=(525,1867,671,1884)
page-number-badge: ১১ xyxy=(1269,27,1335,93)
article-paragraph: স্বরাষ্ট্র মন্ত্রণালয়ের একটি সূত্র জানায়, সারা দেশে জামিনে থাকা জঙ্গিদের তালিকা হালনাগাদ করা হচ্ছে। প্রতিটি জেলার পুলিশ সুপারকে তাদের এলাকায় জামিনে থাকা জঙ্গিদের বিষয়ে নিয়মিত খোঁজখবর রাখতে বলা হয়েছে। কারা কোথায় অবস্থান করছে, কাদের সঙ্গে যোগাযোগ রাখছে এসব বিষয়ে তথ্য সংগ্রহ করা হচ্ছে। জঙ্গিবাদ প্রতিরোধে সামাজিক সচেতনতা বাড়ানোর উদ্যোগও নেওয়া হয়েছে। পুলিশের কাউন্টার টেরোরিজম অ্যান্ড ট্রান্সন্যাশনাল ক্রাইম ইউনিটের প্রধান বলেন, জামিনে থাকা জঙ্গিদের মধ্যে যারা আবার সক্রিয় হওয়ার চেষ্টা করছে তাদের চিহ্নিত করে আইনের আওতায় আনা হবে। ছিনিয়ে নেওয়া জঙ্গিদের ধরতে সব ধরনের চেষ্টা অব্যাহত রয়েছে। xyxy=(1176,314,1545,451)
program-separator: | xyxy=(1402,2151,1408,2171)
table-cell: ২০,০০০/- xyxy=(525,1902,671,1920)
program-separator: | xyxy=(1477,2151,1484,2171)
waiver-o-a-level xyxy=(1160,2230,1337,2264)
article-paragraph: ৪ হাজার ৮৩৬ কোটি টাকার ৮ প্রকল্প অনুমোদন : ৪ হাজার ৮৩৬ কোটি ১০ লাখ টাকা ব্যয়ে আটটি প্রকল্প অনুমোদন দিয়েছে জাতীয় অর্থনৈতিক পরিষদের নির্বাহী কমিটি (একনেক)। এর মধ্যে সরকারি অর্থায়ন ২ হাজার ৩৪৫ কোটি ২০ লাখ টাকা, বৈদেশিক ঋণ ২ হাজার ২১২ কোটি টাকা এবং সংস্থার নিজস্ব অর্থায়ন ২৭৮ কোটি ৯০ লাখ টাকা। গতকাল শেরেবাংলা নগরের এনইসি সম্মেলন কক্ষে একনেক চেয়ারপারসন ও প্রধানমন্ত্রী শেখ হাসিনার সভাপতিত্বে অনুষ্ঠিত সভায় এ অনুমোদন দেওয়া হয়। সভা শেষে পরিকল্পনামন্ত্রী এম এ মান্নান সাংবাদিকদের ব্রিফ করেন। তিনি জানান, অনুমোদিত প্রকল্পগুলোর মধ্যে রয়েছে সড়ক উন্নয়ন, পানি সরবরাহ, স্বাস্থ্য ও শিক্ষা খাতের প্রকল্প। এগুলো বাস্তবায়িত হলে সংশ্লিষ্ট এলাকার অর্থনৈতিক উন্নয়ন ত্বরান্বিত হবে বলে আশা প্রকাশ করেন তিনি। xyxy=(391,872,600,1185)
date-divider xyxy=(1344,74,1545,75)
tender-info-row xyxy=(57,1607,922,1624)
table-cell: ক্রয় প্রক্রিয়ার ধরন xyxy=(98,1624,372,1642)
table-cell: ফেরতযোগ্য নয় xyxy=(819,1884,921,1902)
programs-list xyxy=(963,2095,1533,2201)
program-separator: | xyxy=(1337,2151,1344,2171)
article-paragraph: (প্রথম পৃষ্ঠার পর) আরেক প্রশ্নের জবাবে সালেহ আল শেহরি বলেন, এই জয় আমাদের সবার জন্য অনেক বড় অর্জন। আমরা জানতাম আর্জেন্টিনা শক্তিশালী দল, কিন্তু আমরা বিশ্বাস হারাইনি। কোচের পরিকল্পনা অনুযায়ী খেলেছি এবং সফল হয়েছি। দেশের মানুষকে এই জয় উৎসর্গ করছি। সৌদি আরবের কোচ হার্ভে রেনার্ড বলেন, খেলোয়াড়রা অবিশ্বাস্য খেলেছে। xyxy=(1176,585,1545,669)
seu-banner xyxy=(950,1796,1546,2085)
table-cell: ৮। xyxy=(57,1678,98,1695)
table-cell: দরপত্র জামানতের পরিমাণ xyxy=(98,1837,372,1854)
table-cell: ১০,০০০/- xyxy=(525,1973,671,1990)
article-paragraph: এরপর প্রস্তাবটি পুনরায় মন্ত্রিসভার বৈঠকে তোলা হচ্ছে। বৃহত্তর ফরিদপুর অঞ্চলের সব জেলা নিয়ে পদ্মা বিভাগ এবং বৃহত্তর কুমিল্লা ও নোয়াখালী অঞ্চলের জেলাগুলো নিয়ে মেঘনা বিভাগ গঠনের প্রস্তাব দেওয়া হয়েছে। নিকার বৈঠকের সুপারিশ অনুযায়ী ফরিদপুর, রাজবাড়ী, মাদারীপুর, গোপালগঞ্জ ও শরীয়তপুর জেলা নিয়ে পদ্মা বিভাগ এবং কুমিল্লা, ব্রাহ্মণবাড়িয়া, চাঁদপুর, নোয়াখালী, ফেনী ও লক্ষ্মীপুর জেলা নিয়ে মেঘনা বিভাগ গঠন করা হবে। এ ছাড়া রয়েছে সমুদ্র এলাকায় প্রশাসনিক কাঠামো শক্তিশালী করার প্রস্তাব। প্রধানমন্ত্রীর মুখ্য সচিব জানিয়েছেন, নিকার সুপারিশ যাচাই করে মন্ত্রিসভার সিদ্ধান্ত অনুযায়ী পরবর্তী পদক্ষেপ নেওয়া হবে। নিকার এ সুপারিশ চূড়ান্ত অনুমোদন পেলে দেশের প্রশাসনিক বিভাগের সংখ্যা আটটি থেকে বেড়ে দশটিতে দাঁড়াবে। xyxy=(23,421,378,593)
table-cell: অর্থায়নের উৎস xyxy=(98,1660,372,1678)
table-cell: দরপত্র খোলার স্থান xyxy=(98,1784,372,1801)
ad-intro: নিম্নলিখিত শর্তাবলী ও গণখাতে ক্রয় বিধিমালা ২০০৮ এর বিধান মোতাবেক ২০২২-২০২৩ইং অর্থ বছরের জন্য পুলিশ রিজার্ভ অফিস, চট্টগ্রাম এর অধীনে বিভিন্ন মালামাল সরবরাহের জন্য প্রকৃত ও অভিজ্ঞ ঠিকাদারদের নিকট হতে সীলমোহরকৃত খামে দরপত্র আহ্বান করা হচ্ছে। xyxy=(56,1514,925,1542)
column-2 xyxy=(391,138,600,1258)
admission-office-title: Admission Office xyxy=(967,2285,1062,2297)
article-paragraph: (প্রথম পৃষ্ঠার পর) জানান দিয়েছে। বাংলাদেশের জাতীয় নির্বাচন নিয়ে বিদেশিদের আগ্রহ বাড়ছে। নির্বাচন কমিশনের সাবেক কর্মকর্তারা বলছেন, আগামী নির্বাচন ফেব্রুয়ারিতে হতে পারে বলে বিভিন্ন মহলে আলোচনা চলছে। তবে নির্বাচন কমিশন এখনো কোনো তারিখ ঘোষণা করেনি। সংবিধান অনুযায়ী সংসদের মেয়াদ শেষ হওয়ার আগের ৯০ দিনের মধ্যে নির্বাচন হতে হবে। xyxy=(962,592,1163,746)
program-item[interactable]: Architecture xyxy=(985,2151,1104,2171)
table-cell: ৫০০/- xyxy=(671,1955,820,1973)
